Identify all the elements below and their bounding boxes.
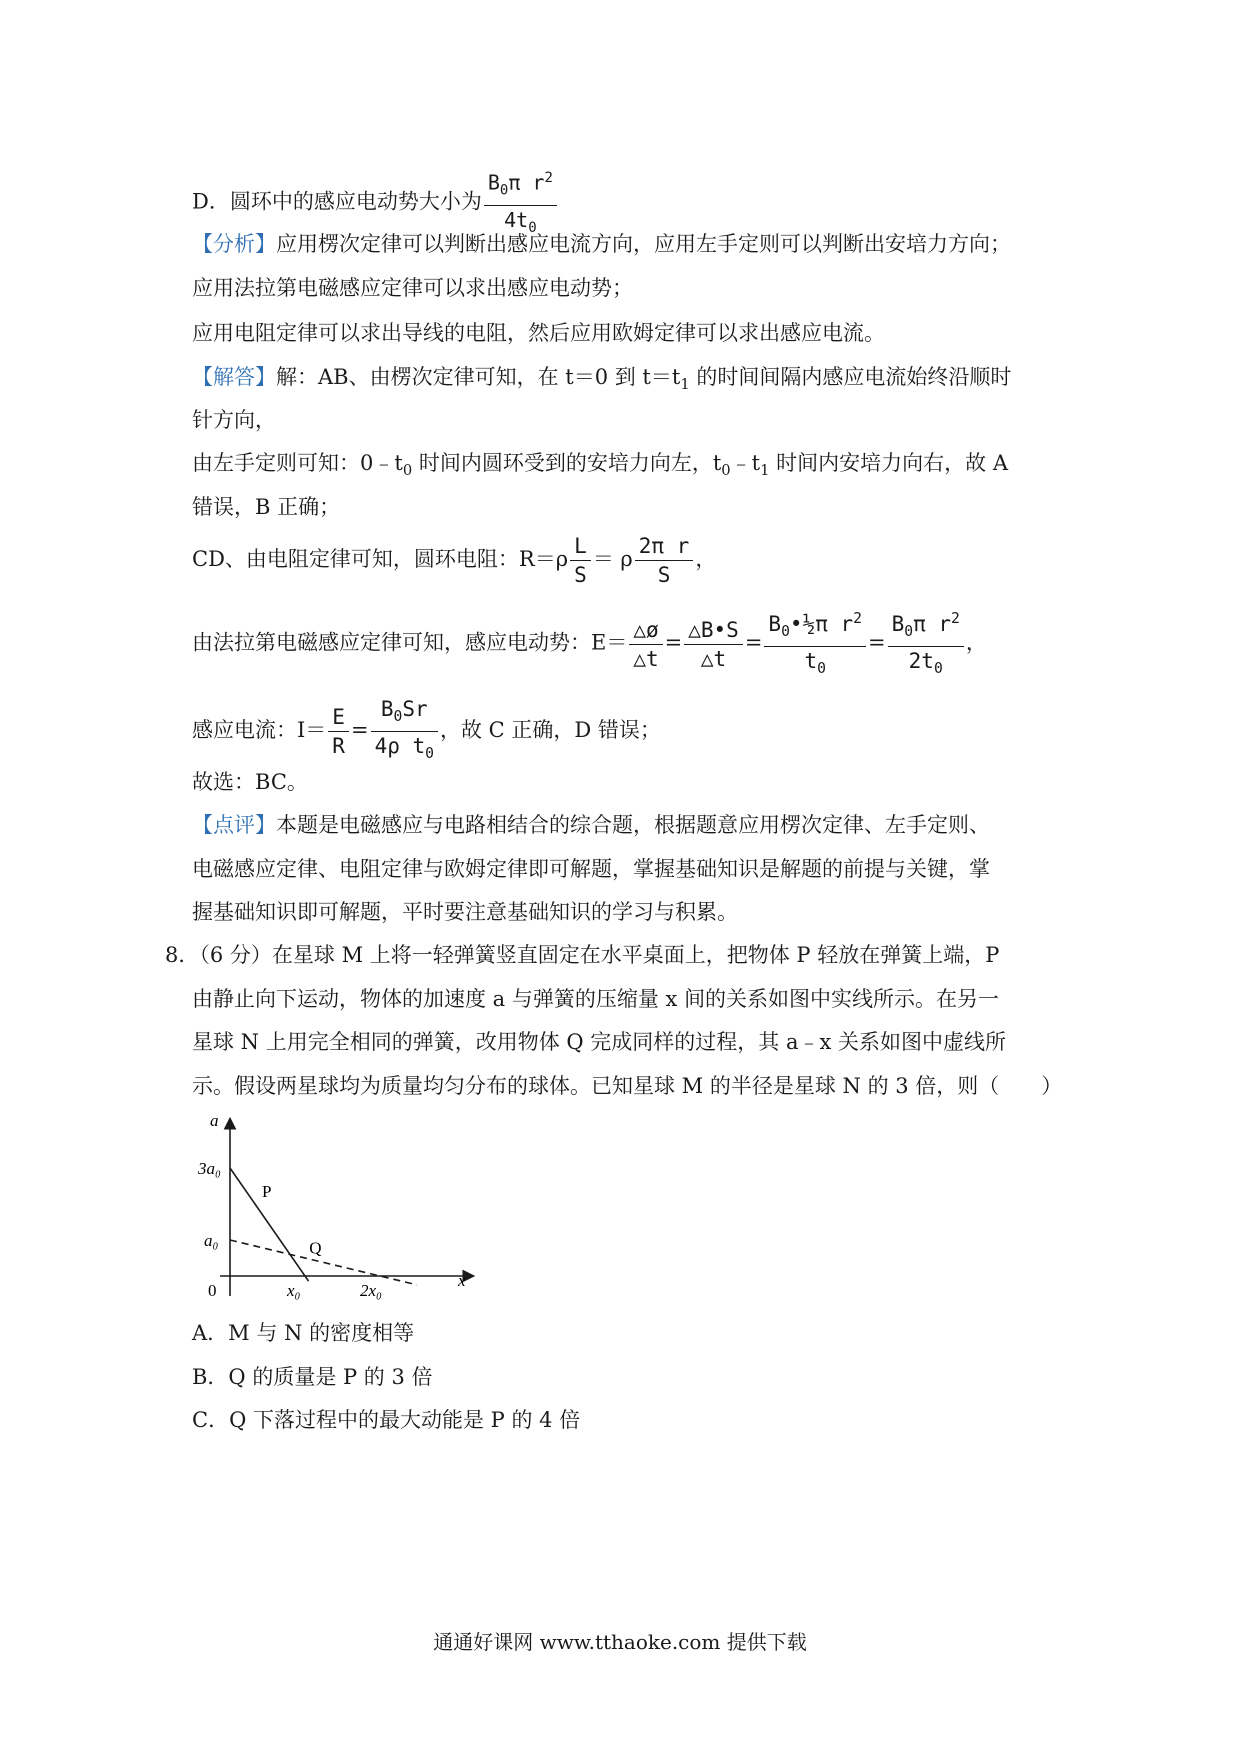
l-over-s-fraction: $\frac{L}{S}$	[570, 532, 591, 589]
flux-over-t-fraction: $\frac{\triangle ø}{\triangle t}$	[629, 616, 662, 673]
option-a: A．M 与 N 的密度相等	[192, 1321, 415, 1345]
question-8-line-1: 8．（6 分）在星球 M 上将一轻弹簧竖直固定在水平桌面上，把物体 P 轻放在弹簧上端，P	[165, 943, 1000, 967]
answer-line-6: 由法拉第电磁感应定律可知，感应电动势：E＝ $\frac{\triangle ø}{\triangle t}$ = $\frac{\triangle B•S}{\triangle t}$ = $\frac{B_0•\frac{1}{2}\pi r^2}{t_0}$ = $\frac{B_0\pi r^2}{2t_0}$ ，	[192, 605, 987, 683]
footer-credit: 通通好课网 www.tthaoke.com 提供下载	[433, 1630, 807, 1654]
series-label-p: P	[262, 1181, 272, 1201]
option-d-label: D．圆环中的感应电动势大小为	[192, 189, 482, 214]
analysis-line-1: 【分析】应用楞次定律可以判断出感应电流方向，应用左手定则可以判断出安培力方向；	[192, 232, 1011, 256]
emf-result-fraction: $\frac{B_0\pi r^2}{2t_0}$	[888, 605, 964, 683]
answer-line-3: 由左手定则可知：$0﹣t_0$ 时间内圆环受到的安培力向左，$t_0﹣t_1$ 时间内安培力向右，故 A	[192, 451, 1008, 480]
answer-line-7: 感应电流：I＝ $\frac{E}{R}$ = $\frac{B_0Sr}{4\rho t_0}$ ，故 C 正确，D 错误；	[192, 695, 661, 768]
x-axis-label: x	[458, 1271, 466, 1290]
series-label-q: Q	[309, 1238, 322, 1258]
series-line-q	[230, 1240, 417, 1285]
answer-line-8: 故选：BC。	[192, 770, 308, 794]
two-pi-r-over-s-fraction: $\frac{\text{2π r}}{S}$	[635, 532, 694, 589]
answer-line-1: 【解答】解：AB、由楞次定律可知，在 t＝0 到 $t=t_1$ 的时间间隔内感应电流始终沿顺时	[192, 365, 1012, 394]
half-area-fraction: $\frac{B_0•\frac{1}{2}\pi r^2}{t_0}$	[764, 605, 866, 683]
option-b: B．Q 的质量是 P 的 3 倍	[192, 1365, 433, 1389]
y-axis-label: a	[210, 1111, 219, 1130]
e-over-r-fraction: $\frac{E}{R}$	[328, 703, 349, 760]
answer-line-4: 错误，B 正确；	[192, 495, 341, 519]
comment-line-3: 握基础知识即可解题，平时要注意基础知识的学习与积累。	[192, 900, 738, 924]
question-8-line-4: 示。假设两星球均为质量均匀分布的球体。已知星球 M 的半径是星球 N 的 3 倍，则（ ）	[192, 1074, 1063, 1098]
question-8-line-2: 由静止向下运动，物体的加速度 a 与弹簧的压缩量 x 间的关系如图中实线所示。在另一	[192, 987, 1000, 1011]
x-tick-2x0: 2x₀	[360, 1281, 382, 1300]
comment-line-2: 电磁感应定律、电阻定律与欧姆定律即可解题，掌握基础知识是解题的前提与关键，掌	[192, 857, 990, 881]
a-x-graph	[190, 1108, 480, 1308]
analysis-line-2: 应用法拉第电磁感应定律可以求出感应电动势；	[192, 276, 633, 300]
option-c: C．Q 下落过程中的最大动能是 P 的 4 倍	[192, 1408, 581, 1432]
comment-line-1: 【点评】本题是电磁感应与电路相结合的综合题，根据题意应用楞次定律、左手定则、	[192, 813, 990, 837]
answer-line-5: CD、由电阻定律可知，圆环电阻：R＝ρ $\frac{L}{S}$ ＝ ρ $\frac{\text{2π r}}{S}$ ，	[192, 534, 717, 587]
question-8-line-3: 星球 N 上用完全相同的弹簧，改用物体 Q 完成同样的过程，其 a﹣x 关系如图中虚线所	[192, 1030, 1007, 1054]
y-tick-3a0: 3a₀	[198, 1159, 221, 1178]
analysis-line-3: 应用电阻定律可以求出导线的电阻，然后应用欧姆定律可以求出感应电流。	[192, 321, 885, 345]
analysis-tag: 【分析】	[192, 232, 276, 256]
answer-tag: 【解答】	[192, 365, 276, 389]
comment-tag: 【点评】	[192, 813, 276, 837]
emf-fraction: $\frac{B_0\pi r^2}{4t_0}$	[484, 164, 557, 242]
origin-label: 0	[208, 1281, 217, 1300]
current-result-fraction: $\frac{B_0Sr}{4\rho t_0}$	[371, 695, 438, 768]
answer-line-2: 针方向，	[192, 408, 276, 432]
db-s-over-t-fraction: $\frac{\triangle B•S}{\triangle t}$	[684, 616, 743, 673]
y-tick-a0: a₀	[204, 1231, 219, 1250]
x-tick-x0: x₀	[287, 1281, 301, 1300]
